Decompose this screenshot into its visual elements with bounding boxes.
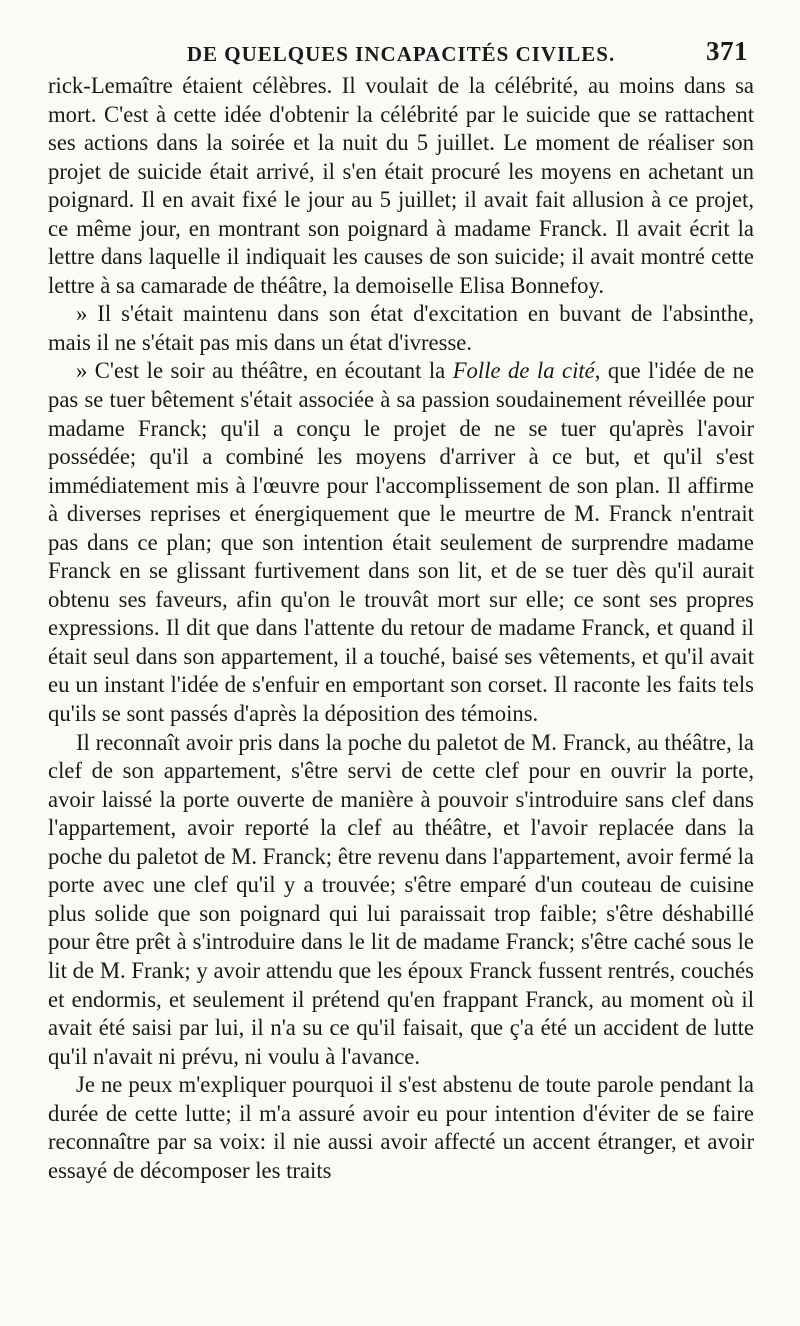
paragraph-continued: rick-Lemaître étaient célèbres. Il voulait de la célébrité, au moins dans sa mort. C'est à cette idée d'obtenir la célébrité par le suicide que se rattachent ses actions dans la soirée et la nuit du 5 juillet. Le moment de réaliser son projet de suicide était arrivé, il s'en était procuré les moyens en achetant un poignard. Il en avait fixé le jour au 5 juillet; il avait fait allusion à ce projet, ce même jour, en montrant son poignard à madame Franck. Il avait écrit la lettre dans laquelle il indiquait les causes de son suicide; il avait montré cette lettre à sa camarade de théâtre, la demoiselle Elisa Bonnefoy. bbox=[48, 73, 754, 298]
paragraph-quote-absinthe: » Il s'était maintenu dans son état d'excitation en buvant de l'absinthe, mais il ne s'était pas mis dans un état d'ivresse. bbox=[48, 301, 754, 355]
book-page bbox=[48, 36, 754, 1185]
paragraph-confession: Il reconnaît avoir pris dans la poche du paletot de M. Franck, au théâtre, la clef de son appartement, s'être servi de cette clef pour en ouvrir la porte, avoir laissé la porte ouverte de manière à pouvoir s'introduire sans clef dans l'appartement, avoir reporté la clef au théâtre, et l'avoir replacée dans la poche du paletot de M. Franck; être revenu dans l'appartement, avoir fermé la porte avec une clef qu'il y a trouvée; s'être emparé d'un couteau de cuisine plus solide que son poignard qui lui paraissait trop faible; s'être déshabillé pour être prêt à s'introduire dans le lit de madame Franck; s'être caché sous le lit de M. Frank; y avoir attendu que les époux Franck fussent rentrés, couchés et endormis, et seulement il prétend qu'en frappant Franck, au moment où il avait été saisi par lui, il n'a su ce qu'il faisait, que ç'a été un accident de lutte qu'il n'avait ni prévu, ni voulu à l'avance. bbox=[48, 729, 754, 1069]
running-title: DE QUELQUES INCAPACITÉS CIVILES. bbox=[186, 42, 616, 66]
paragraph-quote-theatre bbox=[48, 357, 754, 728]
text-run: , que l'idée de ne pas se tuer bêtement s'était associée à sa passion soudainement réveillée pour madame Franck; qu'il a conçu le projet de ne se tuer qu'après l'avoir possédée; qu'il a combiné les moyens d'arriver à ce but, et qu'il s'est immédiatement mis à l'œuvre pour l'accomplissement de son plan. Il affirme à diverses reprises et énergiquement que le meurtre de M. Franck n'entrait pas dans ce plan; que son intention était seulement de surprendre madame Franck en se glissant furtivement dans son lit, et de se tuer dès qu'il aurait obtenu ses faveurs, afin qu'on le trouvât mort sur elle; ce sont ses propres expressions. Il dit que dans l'attente du retour de madame Franck, et quand il était seul dans son appartement, il a touché, baisé ses vêtements, et qu'il avait eu un instant l'idée de s'enfuir en emportant son corset. Il raconte les faits tels qu'ils se sont passés d'après la déposition des témoins. bbox=[48, 358, 755, 727]
play-title-italic: Folle de la cité bbox=[452, 358, 595, 384]
running-header bbox=[48, 36, 754, 72]
paragraph-explanation: Je ne peux m'expliquer pourquoi il s'est abstenu de toute parole pendant la durée de cette lutte; il m'a assuré avoir eu pour intention d'éviter de se faire reconnaître par sa voix: il nie aussi avoir affecté un accent étranger, et avoir essayé de décomposer les traits bbox=[48, 1072, 754, 1183]
page-number: 371 bbox=[706, 36, 748, 66]
text-run: » C'est le soir au théâtre, en écoutant la bbox=[76, 358, 453, 384]
body-text bbox=[48, 72, 754, 1185]
